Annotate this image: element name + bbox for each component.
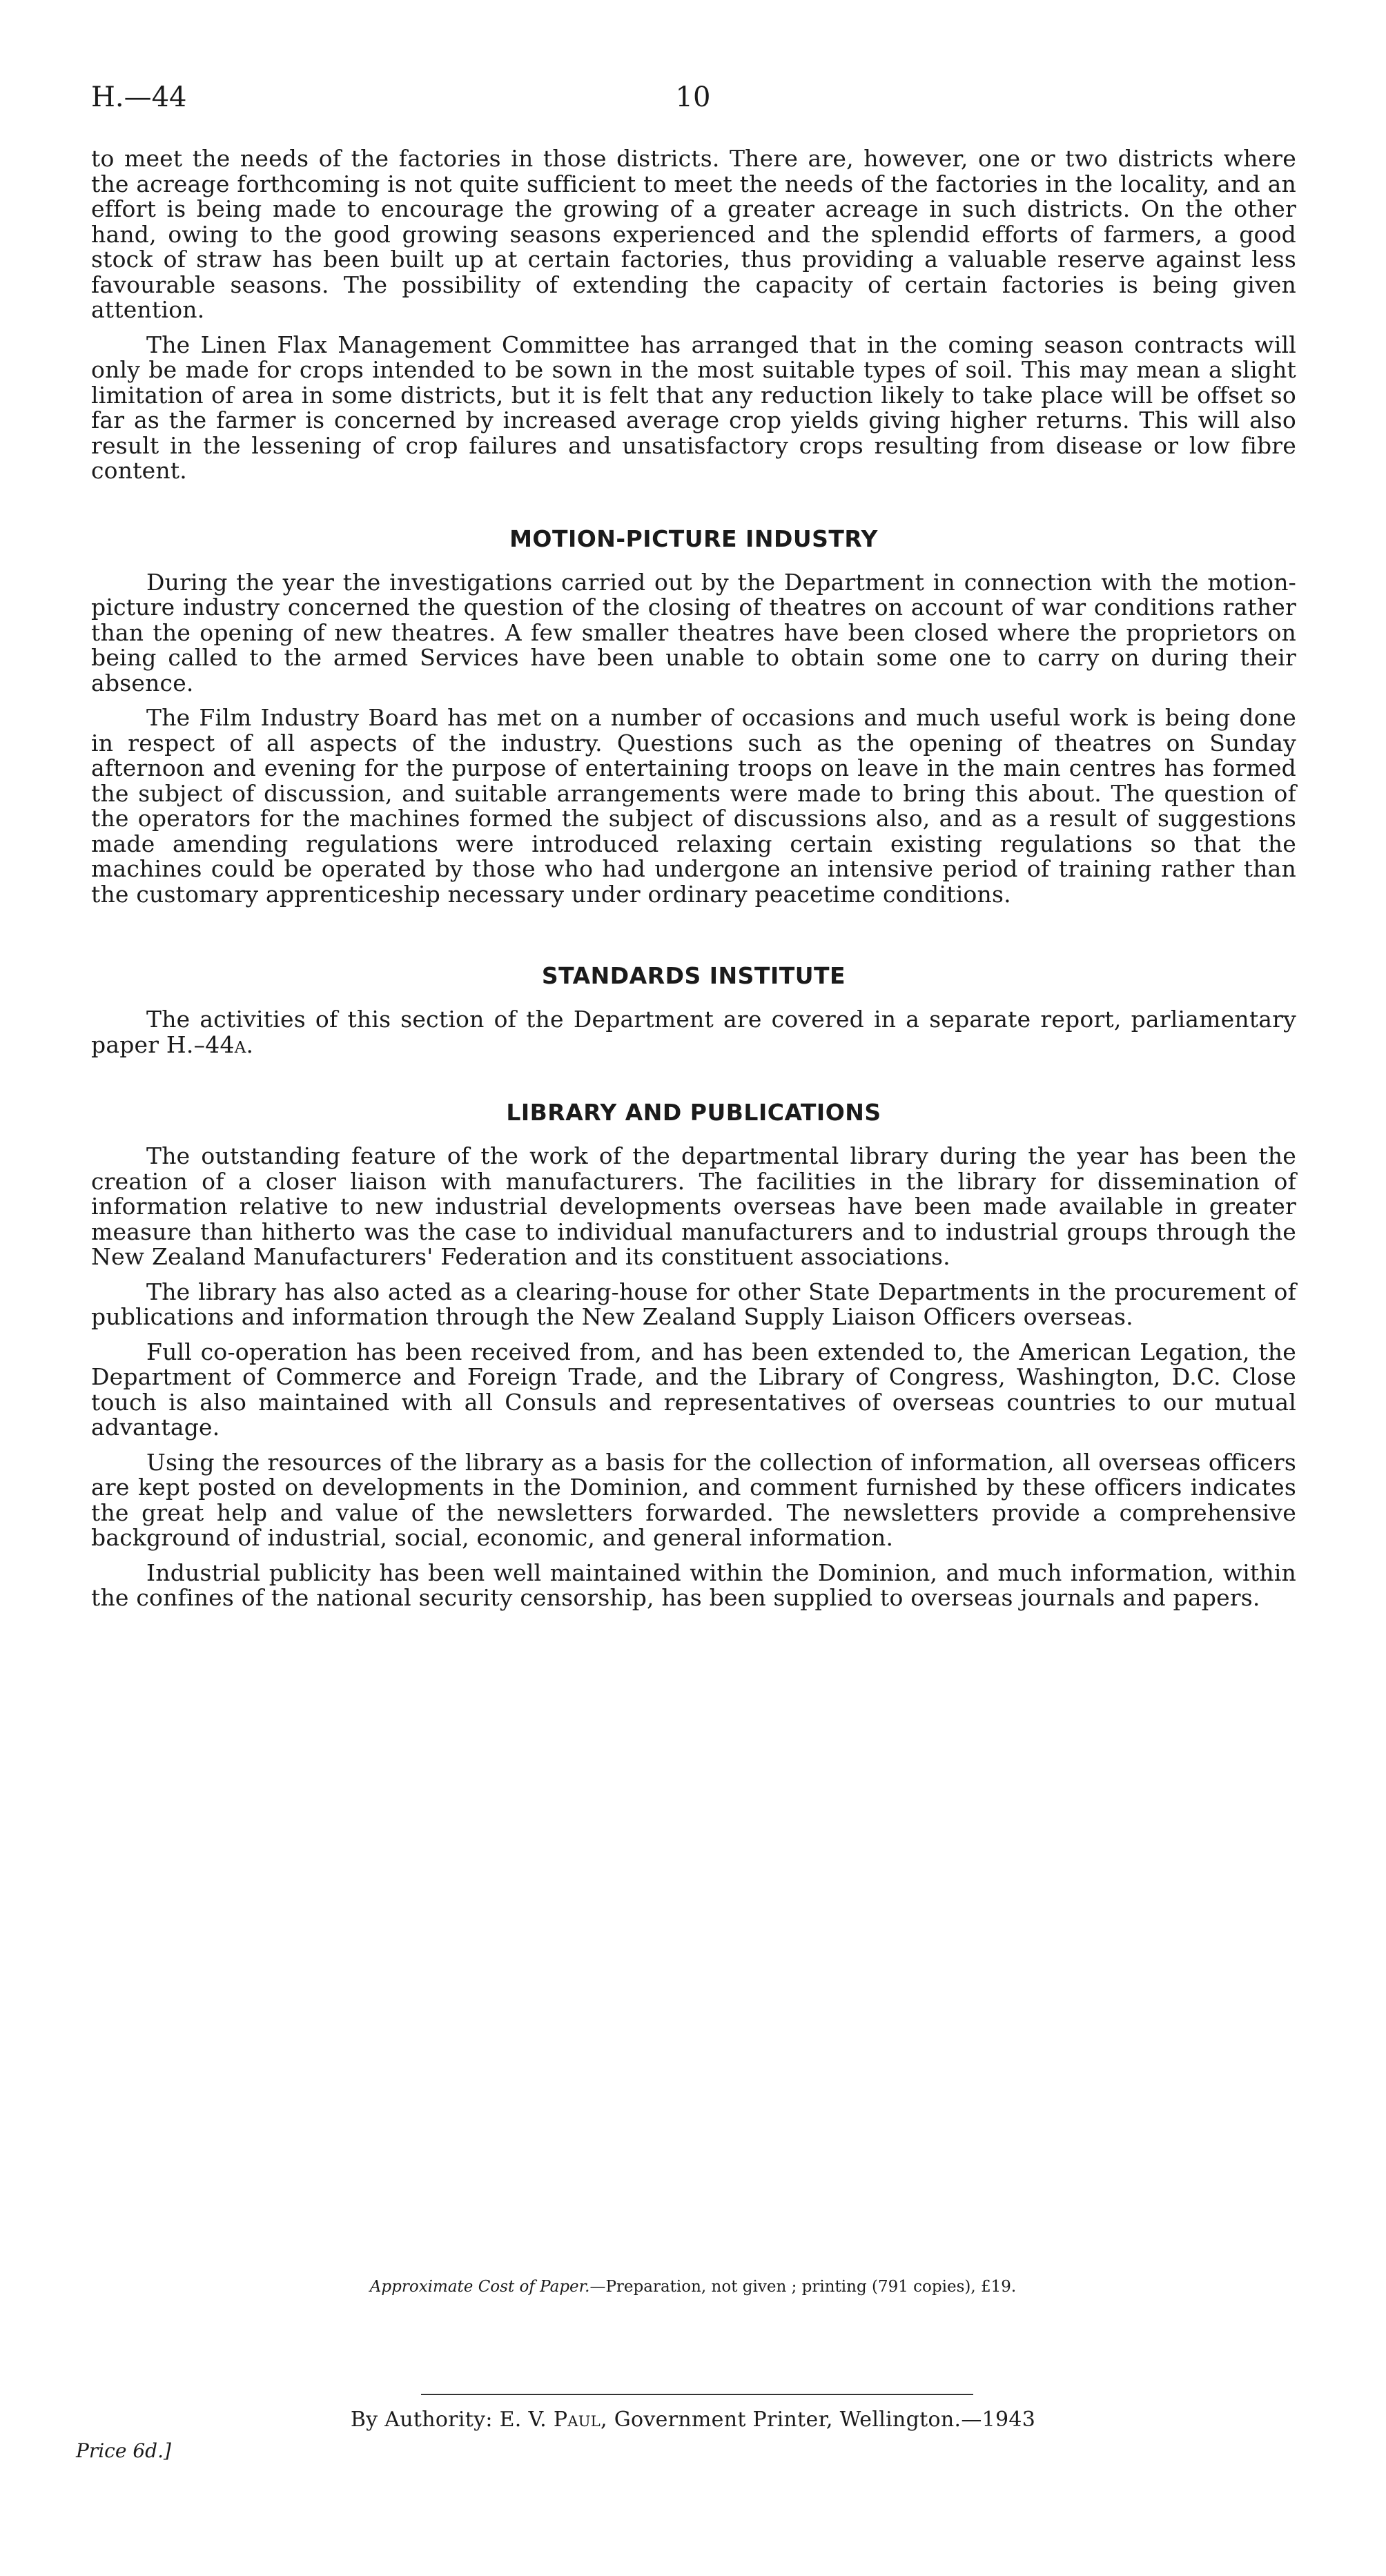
- footer-divider: [421, 2394, 973, 2395]
- heading-standards-institute: STANDARDS INSTITUTE: [541, 962, 846, 989]
- paragraph-library-2: The library has also acted as a clearing-house for other State Departments in the procurement of publications and information through the New Zealand Supply Liaison Officers overseas.: [91, 1278, 1296, 1330]
- price-label: Price 6d.]: [76, 2439, 171, 2462]
- document-code: H.—44: [91, 81, 187, 113]
- paragraph-flax-continued: to meet the needs of the factories in those districts. There are, however, one or two districts where the acreage forthcoming is not quite sufficient to meet the needs of the factories in the locality, and an effort is being made to encourage the growing of a greater acreage in such districts. On the other hand, owing to the good growing seasons experienced and the splendid efforts of farmers, a good stock of straw has been built up at certain factories, thus providing a valuable reserve against less favourable seasons. The possibility of extending the capacity of certain factories is being given attention.: [91, 145, 1296, 323]
- paragraph-library-3: Full co-operation has been received from, and has been extended to, the American Legation, the Department of Commerce and Foreign Trade, and the Library of Congress, Washington, D.C. Close touch is also maintained with all Consuls and representatives of overseas countries to our mutual advantage.: [91, 1338, 1296, 1441]
- paragraph-standards-institute: [91, 1007, 1296, 1057]
- paragraph-library-5: Industrial publicity has been well maintained within the Dominion, and much information, within the confines of the national security censorship, has been supplied to overseas journals and papers.: [91, 1559, 1296, 1611]
- standards-text: The activities of this section of the Department are covered in a separate report, parliamentary paper H.–44: [91, 1006, 1296, 1058]
- heading-motion-picture-industry: MOTION-PICTURE INDUSTRY: [509, 525, 878, 552]
- printer-imprint: [0, 2408, 1386, 2432]
- paragraph-motion-picture-1: During the year the investigations carried out by the Department in connection with the motion-picture industry concerned the question of the closing of theatres on account of war conditions rather than the opening of new theatres. A few smaller theatres have been closed where the proprietors on being called to the armed Services have been unable to obtain some one to carry on during their absence.: [91, 568, 1296, 696]
- heading-library-and-publications: LIBRARY AND PUBLICATIONS: [506, 1099, 881, 1126]
- paragraph-library-1: The outstanding feature of the work of the departmental library during the year has been the creation of a closer liaison with manufacturers. The facilities in the library for dissemination of information relative to new industrial developments overseas have been made available in greater measure than hitherto was the case to individual manufacturers and to industrial groups through the New Zealand Manufacturers' Federation and its constituent associations.: [91, 1142, 1296, 1270]
- cost-of-paper-note: [0, 2278, 1386, 2296]
- paragraph-motion-picture-2: The Film Industry Board has met on a number of occasions and much useful work is being done in respect of all aspects of the industry. Questions such as the opening of theatres on Sunday afternoon and evening for the purpose of entertaining troops on leave in the main centres has formed the subject of discussion, and suitable arrangements were made to bring this about. The question of the operators for the machines formed the subject of discussions also, and as a result of suggestions made amending regulations were introduced relaxing certain existing regulations so that the machines could be operated by those who had undergone an intensive period of training rather than the customary apprenticeship necessary under ordinary peacetime conditions.: [91, 704, 1296, 908]
- imprint-suffix: , Government Printer, Wellington.—1943: [601, 2408, 1036, 2432]
- standards-end: .: [246, 1031, 254, 1058]
- cost-text: —Preparation, not given ; printing (791 copies), £19.: [589, 2278, 1017, 2296]
- imprint-printer-name: Paul: [553, 2408, 601, 2432]
- page-body: [91, 146, 1296, 1621]
- cost-label: Approximate Cost of Paper.: [369, 2278, 590, 2296]
- standards-suffix: a: [234, 1031, 246, 1058]
- page-number: 10: [675, 81, 711, 113]
- paragraph-linen-flax-committee: The Linen Flax Management Committee has arranged that in the coming season contracts will only be made for crops intended to be sown in the most suitable types of soil. This may mean a slight limitation of area in some districts, but it is felt that any reduction likely to take place will be offset so far as the farmer is concerned by increased average crop yields giving higher returns. This will also result in the lessening of crop failures and unsatisfactory crops resulting from disease or low fibre content.: [91, 331, 1296, 484]
- imprint-prefix: By Authority: E. V.: [350, 2408, 554, 2432]
- paragraph-library-4: Using the resources of the library as a basis for the collection of information, all overseas officers are kept posted on developments in the Dominion, and comment furnished by these officers indicates the great help and value of the newsletters forwarded. The newsletters provide a comprehensive background of industrial, social, economic, and general information.: [91, 1448, 1296, 1551]
